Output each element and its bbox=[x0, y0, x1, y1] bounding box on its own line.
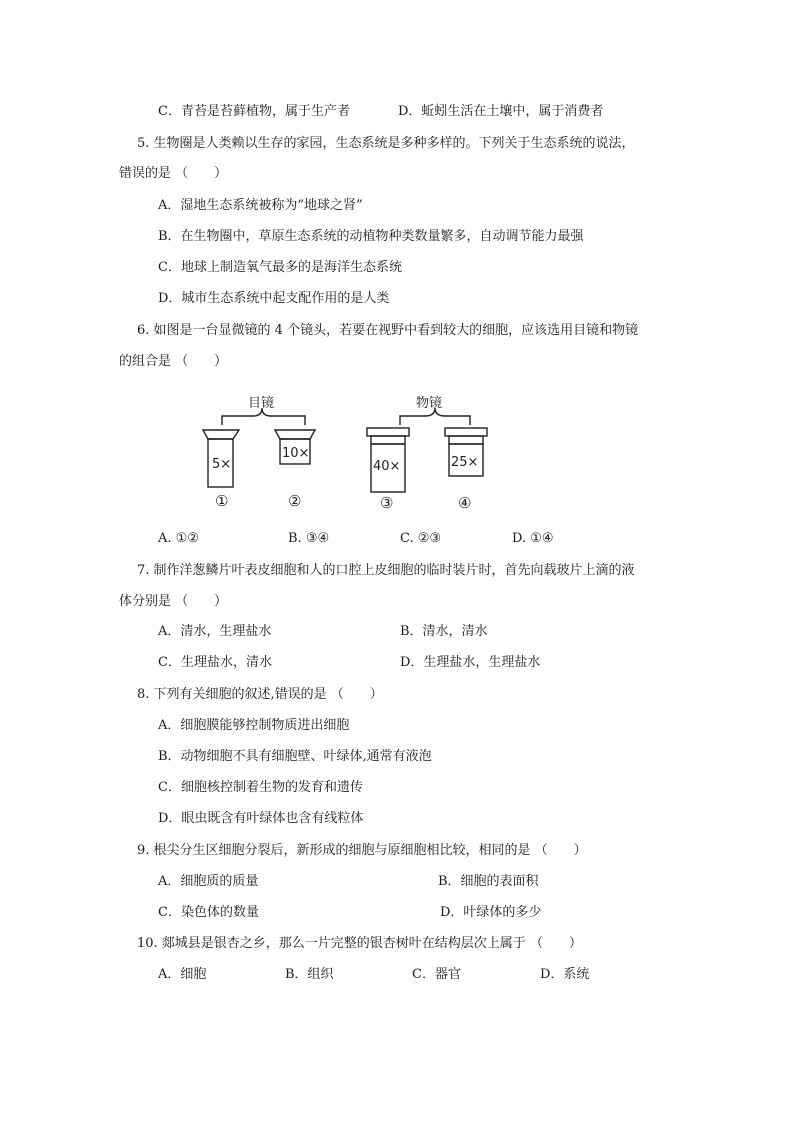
q6-option-d: D. ①④ bbox=[512, 531, 554, 546]
q6-stem-line2: 的组合是 （ ） bbox=[119, 354, 228, 369]
q6-stem-line1: 6. 如图是一台显微镜的 4 个镜头，若要在视野中看到较大的细胞，应该选用目镜和物镜 bbox=[137, 323, 639, 338]
q5-option-a: A．湿地生态系统被称为“地球之肾” bbox=[158, 198, 363, 213]
q6-option-a: A. ①② bbox=[158, 531, 199, 546]
q4-option-d: D．蚯蚓生活在土壤中，属于消费者 bbox=[398, 104, 604, 119]
q8-option-c: C．细胞核控制着生物的发育和遗传 bbox=[158, 780, 363, 795]
q10-option-a: A．细胞 bbox=[158, 967, 207, 982]
q8-option-d: D．眼虫既含有叶绿体也含有线粒体 bbox=[158, 811, 364, 826]
q5-stem-line2: 错误的是 （ ） bbox=[119, 166, 228, 181]
q9-option-a: A．细胞质的质量 bbox=[158, 874, 259, 889]
q5-option-d: D．城市生态系统中起支配作用的是人类 bbox=[158, 291, 390, 306]
q10-option-c: C．器官 bbox=[412, 967, 461, 982]
objective-label: 物镜 bbox=[416, 396, 443, 411]
microscope-lens-figure bbox=[195, 388, 505, 518]
lens-1-number: ① bbox=[215, 492, 229, 510]
lens-3-magnification: 40× bbox=[373, 459, 401, 474]
q8-stem: 8. 下列有关细胞的叙述,错误的是 （ ） bbox=[137, 687, 383, 702]
lens-4-magnification: 25× bbox=[451, 455, 479, 470]
q8-option-a: A．细胞膜能够控制物质进出细胞 bbox=[158, 718, 350, 733]
eyepiece-label: 目镜 bbox=[248, 396, 275, 411]
q10-stem: 10. 郯城县是银杏之乡，那么一片完整的银杏树叶在结构层次上属于 （ ） bbox=[137, 936, 582, 951]
q9-option-b: B．细胞的表面积 bbox=[438, 874, 539, 889]
q7-option-d: D．生理盐水，生理盐水 bbox=[400, 655, 541, 670]
q5-option-c: C．地球上制造氧气最多的是海洋生态系统 bbox=[158, 260, 402, 275]
q7-option-b: B．清水，清水 bbox=[400, 624, 488, 639]
q7-option-a: A．清水，生理盐水 bbox=[158, 624, 272, 639]
lens-2-number: ② bbox=[288, 492, 302, 510]
q6-option-b: B. ③④ bbox=[288, 531, 330, 546]
q6-option-c: C. ②③ bbox=[400, 531, 442, 546]
q10-option-d: D．系统 bbox=[540, 967, 590, 982]
q9-option-c: C．染色体的数量 bbox=[158, 905, 259, 920]
q10-option-b: B．组织 bbox=[285, 967, 334, 982]
q7-stem-line1: 7. 制作洋葱鳞片叶表皮细胞和人的口腔上皮细胞的临时装片时，首先向载玻片上滴的液 bbox=[137, 563, 635, 578]
q5-stem-line1: 5. 生物圈是人类赖以生存的家园，生态系统是多种多样的。下列关于生态系统的说法， bbox=[137, 136, 635, 151]
q7-stem-line2: 体分别是 （ ） bbox=[119, 594, 228, 609]
q5-option-b: B．在生物圈中，草原生态系统的动植物种类数量繁多，自动调节能力最强 bbox=[158, 229, 584, 244]
lens-4-number: ④ bbox=[458, 494, 472, 512]
lens-1-magnification: 5× bbox=[212, 457, 232, 472]
q4-option-c: C．青苔是苔藓植物，属于生产者 bbox=[158, 104, 350, 119]
lens-3-number: ③ bbox=[380, 494, 394, 512]
lens-2-magnification: 10× bbox=[282, 446, 310, 461]
q7-option-c: C．生理盐水，清水 bbox=[158, 655, 272, 670]
q8-option-b: B．动物细胞不具有细胞壁、叶绿体,通常有液泡 bbox=[158, 749, 432, 764]
q9-stem: 9. 根尖分生区细胞分裂后，新形成的细胞与原细胞相比较，相同的是 （ ） bbox=[137, 843, 587, 858]
q9-option-d: D．叶绿体的多少 bbox=[440, 905, 542, 920]
